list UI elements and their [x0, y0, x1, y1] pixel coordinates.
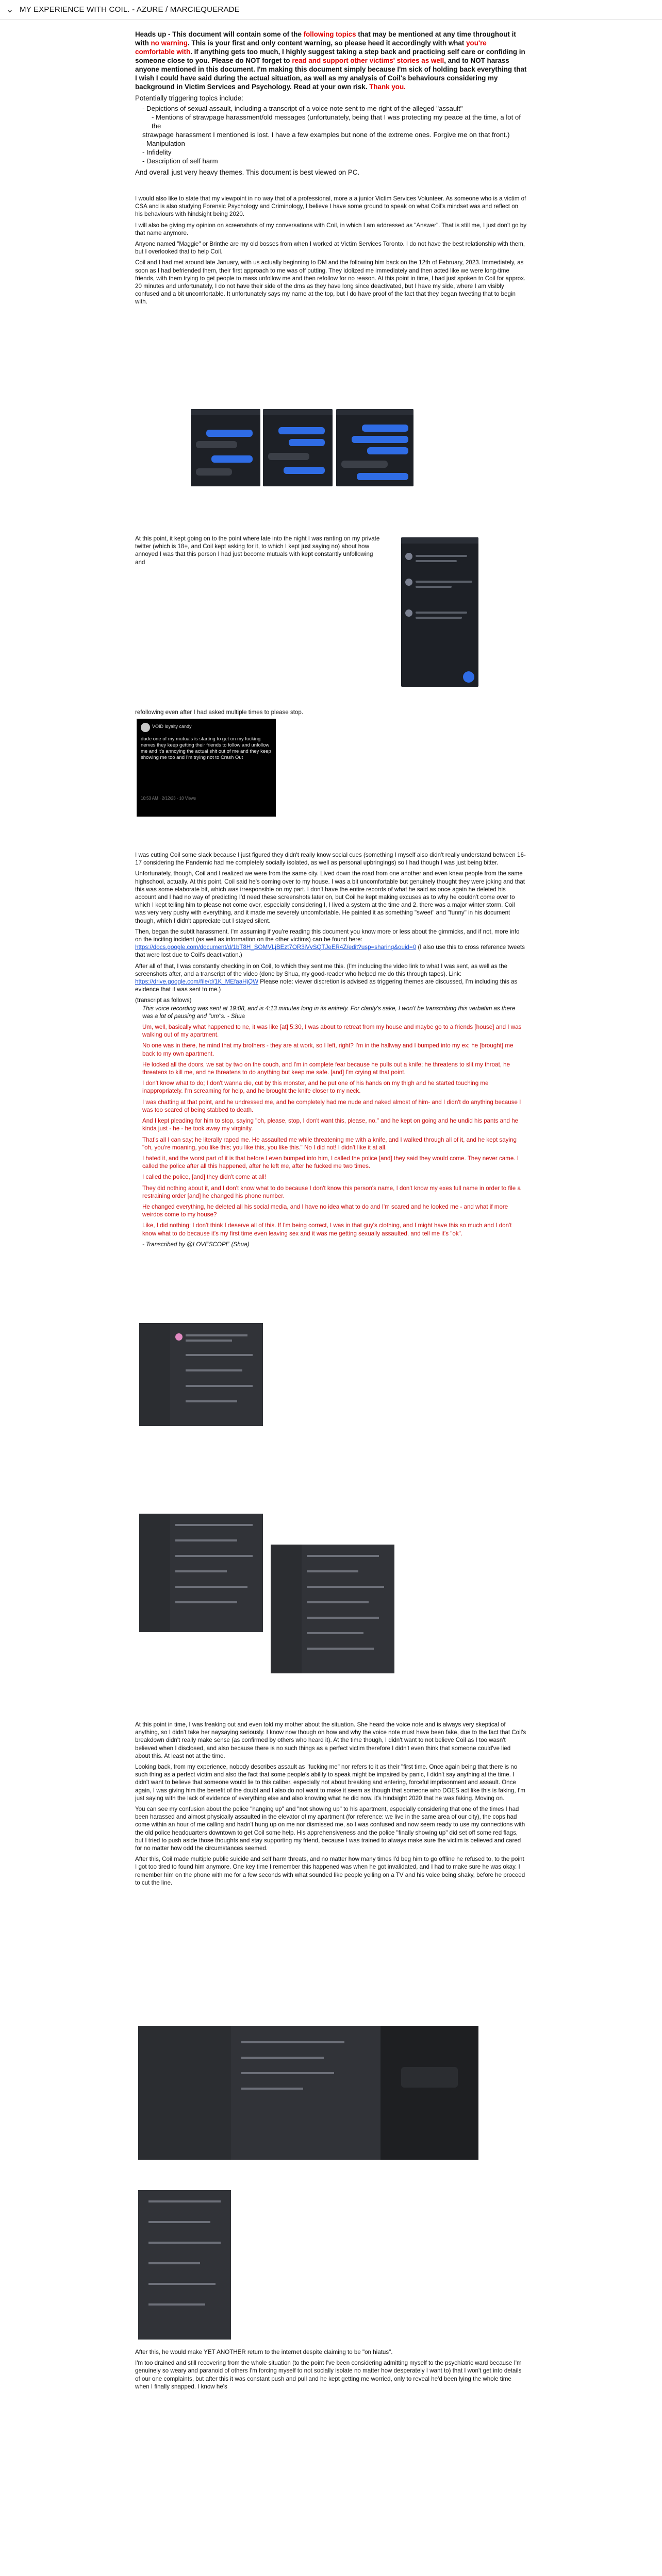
transcript-line: And I kept pleading for him to stop, saying "oh, please, stop, I don't want this, please, no." and he kept on going and he undid his pants and he kinda just - he - he took away my virginity.: [142, 1117, 519, 1132]
avatar: [141, 723, 150, 732]
paragraph-text: After all of that, I was constantly checking in on Coil, to which they sent me this. (I'm including the video link to what I was sent, as well as the screenshots after, and a transcript of the video (done by Shua, my good-reader who helped me do this through tapes). Link:: [135, 962, 508, 977]
paragraph: Coil and I had met around late January, with us actually beginning to DM and the following him back on the 12th of February, 2023. Immediately, as soon as I had befriended them, their first approach to me was off putting. They idolized me immediately and then acted like we were long-time friends, with them trying to get people to mass unfollow me and then refollow for no reason. At this point in time, I had just spoken to Coil for approx. 20 minutes and unfortunately, I do not have their side of the dms as they have long since deactivated, but I have my side, where I am visibly confused and a bit uncomfortable. It unfortunately says my name at the top, but I do have proof of the fact that they began tweeting that to begin with.: [135, 259, 526, 306]
paragraph: After this, he would make YET ANOTHER return to the internet despite claiming to be "on hiatus".: [135, 2349, 393, 2355]
discord-screenshot: [139, 1323, 263, 1426]
paragraph-text: (I also use this to cross reference tweets that were lost due to Coil's deactivation.): [135, 944, 525, 959]
document-link[interactable]: https://docs.google.com/document/d/1bT8H_SOMVLjBEzt7OR3iVvSQTJeER4Z/edit?usp=sharing&ouid=0: [135, 944, 417, 951]
dm-screenshot: [263, 409, 333, 486]
tweet-screenshot: [137, 719, 276, 817]
discord-screenshot: [271, 1545, 394, 1673]
paragraph: I'm too drained and still recovering from the whole situation (to the point I've been considering admitting myself to the psychiatric ward because I'm genuinely so weary and paranoid of others I'm forcing myself to not socially isolate no matter how desperately I want to) that I won't get into details of our one complaints, but after this it was constant push and pull and he kept getting me worried, only to reveal he'd been lying the whole time when I finally snapped. I know he's: [135, 2360, 522, 2390]
aftermath-section: [135, 1721, 527, 1890]
triggers-footer: And overall just very heavy themes. This document is best viewed on PC.: [135, 168, 360, 177]
paragraph-text: Then, began the subtlt harassment. I'm assuming if you're reading this document you know more or less about the gimmicks, and if not, more info on the inciting incident (as well as information on the other victims) can be found here:: [135, 928, 520, 943]
document-body: [0, 20, 662, 2576]
paragraph: After this, Coil made multiple public suicide and self harm threats, and no matter how many times I'd beg him to go offline he refused to, to the point I got too tired to found him anymore. One key time I remember this happened was when he got invalidated, and I had to make sure he was okay. I remember him on the phone with me for a few seconds with what sounded like people yelling on a TV and his voice being shaky, before he proceed to cut the line.: [135, 1856, 525, 1886]
content-warning: [135, 30, 527, 178]
paragraph: [135, 962, 527, 994]
warning-red-text: following topics: [303, 30, 356, 38]
trigger-item: strawpage harassment I mentioned is lost. I have a few examples but none of the extreme ones. Forgive me on that front.): [142, 131, 510, 139]
paragraph: Looking back, from my experience, nobody describes assault as "fucking me" nor refers to it as their "first time. Once again being that there is no such thing as a perfect victim and also the fact that some people's ability to speak might be impaired by panic, I didn't say anything at the time. I didn't want to believe that someone would lie to this caliber, especially not about breaking and entering, forceful imprisonment and assault. Once again, I was giving him the benefit of the doubt and I also do not want to make it seem as though that someone who DOES act like this is faking, I'm just saying with the lack of evidence of everything else and also knowing what he did now, it's hindsight 2020 that he was faking. Moving on.: [135, 1764, 525, 1802]
dm-screenshot: [191, 409, 260, 486]
private-tweet-screenshot: [401, 537, 478, 687]
transcript-line: I don't know what to do; I don't wanna die, cut by this monster, and he put one of his hands on my thigh and he started touching me inappropriately. I'm screaming for help, and he brought the knife closer to my neck.: [142, 1080, 489, 1095]
transcript-line: That's all I can say; he literally raped me. He assaulted me while threatening me with a knife, and I walked through all of it, and he kept saying "oh, you're moaning, you like this; you like this, you like this." No I did not! I didn't like it at all.: [142, 1136, 517, 1151]
transcript-line: He changed everything, he deleted all his social media, and I have no idea what to do and I'm scared and he looked me - and what if more weirdos come to my house?: [142, 1203, 508, 1218]
paragraph: [135, 928, 527, 959]
trigger-item: - Infidelity: [142, 148, 172, 157]
transcript-line: No one was in there, he mind that my brothers - they are at work, so I left, right? I'm in the hallway and I bumped into my ex; he [brought] me back to my own apartment.: [142, 1042, 514, 1057]
discord-screenshot: [138, 2190, 231, 2340]
paragraph: I will also be giving my opinion on screenshots of my conversations with Coil, in which I am addressed as "Answer". That is still me, I just don't go by that name anymore.: [135, 222, 527, 236]
ranting-section-end: [135, 708, 444, 719]
chevron-down-icon[interactable]: ⌄: [6, 4, 14, 15]
tweet-meta: 10:53 AM · 2/12/23 · 10 Views: [141, 796, 196, 801]
tweet-handle: VOID loyalty candy: [152, 724, 192, 729]
transcript-meta: This voice recording was sent at 19:08, and is 4:13 minutes long in its entirety. For clarity's sake, I won't be transcribing this verbatim as there was a lot of pausing and "um"s. - Shua: [142, 1005, 516, 1020]
warning-text: , and to NOT harass anyone mentioned in this document. I'm making this document simply because I'm sick of holding back everything that I wish I could have said during the actual situation, as well as my analysis of Coil's behaviours considering my background in Victim Services and Psychology. Read at your own risk.: [135, 57, 527, 91]
transcript-line: I was chatting at that point, and he undressed me, and he completely had me nude and naked almost of him- and I didn't do anything because I was too scared of being stabbed to death.: [142, 1098, 521, 1113]
paragraph: At this point, it kept going on to the point where late into the night I was ranting on my private twitter (which is 18+, and Coil kept asking for it, to which I kept just saying no) about how annoyed I was that this person I had just become mutuals with kept constantly unfollowing and: [135, 535, 380, 566]
triggers-heading: Potentially triggering topics include:: [135, 94, 243, 102]
discord-call-screenshot: [138, 2026, 478, 2160]
warning-text: that may be mentioned at any time throughout it with: [135, 30, 516, 47]
paragraph: refollowing even after I had asked multiple times to please stop.: [135, 709, 304, 716]
warning-red-text: no warning: [151, 39, 188, 47]
paragraph: Unfortunately, though, Coil and I realized we were from the same city. Lived down the road from one another and even knew people from the same highschool, actually. At this point, Coil said he's coming over to my house. I was a bit uncomfortable but genuinely thought they were joking and that this was some elaborate bit, which was irresponsible on my part. I don't have the entire records of what he said as once again he deleted his account and I had no way of predicting I'd need these screenshots later on, but Coil he kept making excuses as to why he couldn't come over to which I kept telling him to please not come over, especially considering I, I lived a system at the time and 2. there was a major winter storm. Coil was very very pushy with everything, and it made me severely uncomfortable. He painted it as something "sweet" and "funny" in his document though, which I didn't appreciate but I stayed silent.: [135, 870, 525, 924]
warning-text: . If anything gets too much, I highly suggest taking a step back and practicing self care or confiding in someone close to you. Please do NOT forget to: [135, 48, 525, 64]
paragraph: Anyone named "Maggie" or Brinthe are my old bosses from when I worked at Victim Services Toronto. I do not have the best relationship with them, but I overlooked that to help Coil.: [135, 241, 525, 256]
conclusion-section: [135, 2348, 527, 2394]
transcript-line: They did nothing about it, and I don't know what to do because I don't know this person's name, I don't know my exes full name in order to file a restraining order [and] he changed his phone number.: [142, 1184, 521, 1199]
transcript-line: I called the police, [and] they didn't come at all!: [142, 1174, 267, 1181]
warning-paragraph: [135, 30, 527, 91]
ranting-section: [135, 535, 383, 569]
dm-screenshot: [336, 409, 413, 486]
warning-red-text: Thank you.: [369, 83, 406, 91]
warning-red-text: read and support other victims' stories as well: [292, 57, 444, 64]
document-title: MY EXPERIENCE WITH COIL. - AZURE / MARCIEQUERADE: [20, 5, 240, 14]
transcript-line: Um, well, basically what happened to ne, it was like [at] 5:30, I was about to retreat from my house and maybe go to a friends [house] and I was walking out of my apartment.: [142, 1024, 522, 1039]
video-link[interactable]: https://drive.google.com/file/d/1K_MEfaaHjQW: [135, 978, 259, 986]
triggers-list: [135, 104, 527, 165]
paragraph: You can see my confusion about the police "hanging up" and "not showing up" to his apartment, especially considering that one of the times I had been harassed and almost physically assaulted in the elevator of my apartment (for reference: we live in the same area of our city), the cops had come within an hour of me calling and hadn't hung up on me nor dismissed me, so I was confused and now seem ready to use my connections with the old police headquarters downtown to get Coil some help. His apprehensiveness and the police "finally showing up" did set off some red flags, but I tried to push aside those thoughts and stay supporting my friend, because I was trained to always make sure the victim is believed and cared for no matter how odd the circumstances seemed.: [135, 1806, 525, 1852]
trigger-item: - Depictions of sexual assault, including a transcript of a voice note sent to me right of the alleged "assault": [142, 105, 463, 113]
transcript: [135, 1023, 527, 1238]
trigger-item: - Mentions of strawpage harassment/old messages (unfortunately, being that I was protecting my peace at the time, a lot of the: [152, 113, 521, 130]
top-bar: [0, 0, 662, 20]
transcript-line: I hated it, and the worst part of it is that before I even bumped into him, I called the police [and] they said they would come. They never came. I called the police after all this happened, after he left me, after he fucked me two times.: [142, 1155, 519, 1170]
transcript-line: Like, I did nothing; I don't think I deserve all of this. If I'm being correct, I was in that guy's clothing, and I might have this so much and I don't know what to do because it's my first time even leaving sex and it was me getting sexually assaulted, and tell me it's "ok".: [142, 1222, 512, 1237]
paragraph: I was cutting Coil some slack because I just figured they didn't really know social cues (something I myself also didn't really understand between 16-17 considering the Pandemic had me completely socially isolated, as well as personal upbringings) so I had though I was just being bitter.: [135, 852, 526, 867]
transcript-line: He locked all the doors, we sat by two on the couch, and I'm in complete fear because he pulls out a knife; he threatens to slit my throat, he threatens to kill me, and he threatens to do anything but keep me safe. [and] I'm crying at that point.: [142, 1061, 510, 1076]
background-section: [135, 851, 527, 1248]
discord-screenshot: [139, 1514, 263, 1632]
trigger-item: - Manipulation: [142, 140, 185, 148]
paragraph: I would also like to state that my viewpoint in no way that of a professional, more a a junior Victim Services Volunteer. As someone who is a victim of CSA and is also studying Forensic Psychology and Criminology, I believe I have some ground to speak on what Coil's mindset was and reflect on his behaviours with hindsight being 2020.: [135, 195, 526, 218]
paragraph-text: Please note: viewer discretion is advised as triggering themes are discussed, I'm including this as evidence that it was sent to me.): [135, 978, 518, 993]
transcript-signature: - Transcribed by @LOVESCOPE (Shua): [142, 1241, 250, 1248]
warning-text: . This is your first and only content warning, so please heed it accordingly with what: [187, 39, 467, 47]
paragraph: At this point in time, I was freaking out and even told my mother about the situation. She heard the voice note and is always very skeptical of anything, so I didn't take her naysaying seriously. I know now though on how and why the voice note must have been fake, due to the fact that Coil's breakdown didn't really make sense (as confirmed by others who heard it). At the time though, I didn't want to not believe Coil as I too wasn't believed when I disclosed, and also because there is no such things as a perfect victim therefore I didn't even think that someone could've lied about this. At least not at the time.: [135, 1721, 526, 1759]
tweet-text: dude one of my mutuals is starting to get on my fucking nerves they keep getting their friends to follow and unfollow me and it's annoying the actual shit out of me and they keep showing me too and I'm trying not to Crash Out: [141, 736, 271, 760]
warning-text: Heads up - This document will contain some of the: [135, 30, 304, 38]
transcript-heading: (transcript as follows): [135, 997, 192, 1004]
warning-red-text: you're comfortable with: [135, 39, 487, 56]
intro-section: [135, 195, 527, 309]
trigger-item: - Description of self harm: [142, 157, 218, 165]
